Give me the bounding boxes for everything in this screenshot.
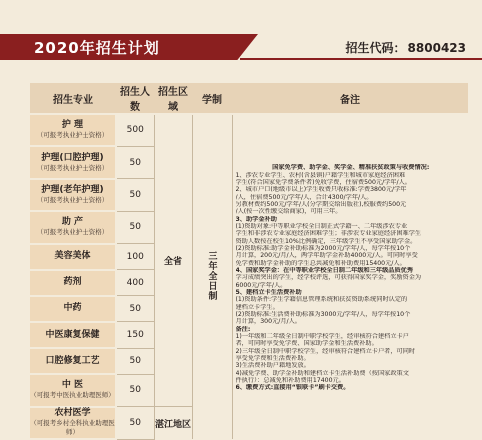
notes-cell [232,114,468,439]
notes-line: /人，住宿费500元/学年/人，合计4300/学年/人。 [235,193,373,201]
enrollment-count: 50 [116,407,154,439]
major-note: （可报考乡村全科执业助理医师） [30,419,115,437]
notes-line: 4、国家奖学金：在中等职业学校全日制二年级和三年级品质优秀 [235,266,414,274]
notes-line: (1)资助条件:学生学籍信息管理系统和扶贫资助系统同时认定的 [235,296,408,304]
enrollment-count: 50 [116,374,154,406]
notes-line: 4)减免学费、助学金补助和建档立卡生活补助费（按国家政策文 [235,369,409,377]
enrollment-count: 50 [116,211,154,243]
title-divider [240,58,482,60]
notes-line: 1)一年级和二年级全日制中职学校学生，经审核符合建档立卡户 [235,333,409,341]
notes-line: /人(按一次性缴交给商家)，可用三年。 [235,208,342,216]
major-name: 中医康复保健 [45,329,100,340]
enrollment-table [30,83,468,440]
notes-line: 2、城市户口(地级市以上)学生收费只收标准:学费3800元/学年 [235,186,407,194]
code-value: 8800423 [407,41,466,55]
major-name: 助 产 [61,217,84,228]
notes-line: 者，可同时享受免学费、国家助学金和生活费补助。 [235,340,378,348]
notes-line: (2)资助标准:生活费补助标准为3000元/学年/人，每学年按10个 [235,311,411,319]
notes-line: 享受免学费和生活费补助。 [235,355,310,363]
major-name: 护理(老年护理) [41,184,104,195]
major-name: 护 理 [61,120,84,131]
notes-line: (1)资助对象:中等职业学校全日制正式学籍一、二年级涉农专业 [235,222,408,230]
notes-line: 1、涉农专业学生、农村(含县镇)户籍学生和城市家庭经济困难 [235,171,406,179]
notes-line: 资助人数按在校生10%比例确定，三年级学生不享受国家助学金。 [235,237,417,245]
duration-text: 三年全日制 [206,250,217,301]
region-zhanjiang: 湛江地区 [154,407,192,439]
title-banner [0,34,482,60]
notes-line: 国家免学费、助学金、奖学金、精准扶贫政策与收费情况: [272,164,430,172]
major-name: 农村医学 [54,408,91,419]
major-cell [30,407,116,439]
notes-line: 6000元/学年/人。 [235,281,287,289]
header-major: 招生专业 [30,83,116,114]
major-cell [30,296,116,322]
notes-line: 建档立卡学生。 [235,303,279,311]
enrollment-count: 50 [116,296,154,322]
enrollment-code [346,39,466,56]
table-header-row [30,83,468,114]
table-row [30,114,468,146]
notes-line: 月计算，300元/月/人。 [235,318,301,326]
notes-line: 免学费和助学金补助的学生总共减免和补助费用15400元/人。 [235,259,406,267]
notes-line: 学生(符合国家免学费条件者)免收学费，住宿费500元/学年/人。 [235,178,411,186]
region-all-province: 全省 [154,114,192,407]
enrollment-count: 100 [116,244,154,270]
notes-line: 学生和非涉农专业家庭经济困难学生；非涉农专业家庭经济困难学生 [235,230,422,238]
notes-line: 件执行）：总减免和补助费用17400元。 [235,377,345,385]
major-note: （可报考执业护士资格） [36,195,109,204]
major-name: 口腔修复工艺 [45,355,100,366]
code-label: 招生代码： [345,41,406,55]
duration-cell [192,114,232,439]
enrollment-count: 50 [116,348,154,374]
major-cell [30,270,116,296]
major-name: 中药 [63,303,82,314]
enrollment-count: 50 [116,146,154,178]
enrollment-count: 50 [116,179,154,211]
major-cell [30,146,116,178]
notes-line: 5、建档立卡生活费补助 [235,289,302,297]
notes-line: 3)生活费补助户籍地发放。 [235,362,310,370]
notes-line: 学习成绩突出的学生，经学校评选，可获得国家奖学金，奖励资金为 [235,274,422,282]
notes-line: (2)资助标准:助学金补助标准为2000元/学年/人，每学年按10个 [235,244,411,252]
enrollment-count: 500 [116,114,154,146]
notes-line: 6、缴费方式:直接用“银联卡”刷卡交费。 [235,384,350,392]
major-note: （可报考中医执业助理医师） [30,391,115,400]
major-note: （可报考执业护士资格） [36,163,109,172]
page-title: 2020年招生计划 [34,39,160,57]
major-cell [30,374,116,406]
major-name: 护理(口腔护理) [41,152,104,163]
header-region: 招生区域 [154,83,192,114]
major-name: 美容美体 [54,251,91,262]
major-cell [30,179,116,211]
major-cell [30,348,116,374]
major-name: 中 医 [61,380,84,391]
header-duration: 学制 [192,83,232,114]
header-notes: 备注 [232,83,468,114]
notes-line: 另教材费约500元/学年/人(分学期交给出版社),校服费约500元 [235,200,407,208]
header-count: 招生人数 [116,83,154,114]
major-cell [30,244,116,270]
major-cell [30,211,116,243]
notes-line: 3、助学金补助 [235,215,277,223]
enrollment-count: 400 [116,270,154,296]
major-name: 药剂 [63,277,82,288]
notes-line: 月计算，200元/月/人，两学年助学金补助4000元/人。可同时享受 [235,252,418,260]
enrollment-count: 150 [116,322,154,348]
major-note: （可报考执业护士资格） [36,228,109,237]
major-note: （可报考执业护士资格） [36,131,109,140]
notes-line: 备注: [235,325,251,333]
major-cell [30,322,116,348]
major-cell [30,114,116,146]
notes-line: 2)三年级全日制中职学校学生，经审核符合建档立卡户者，可同时 [235,347,416,355]
